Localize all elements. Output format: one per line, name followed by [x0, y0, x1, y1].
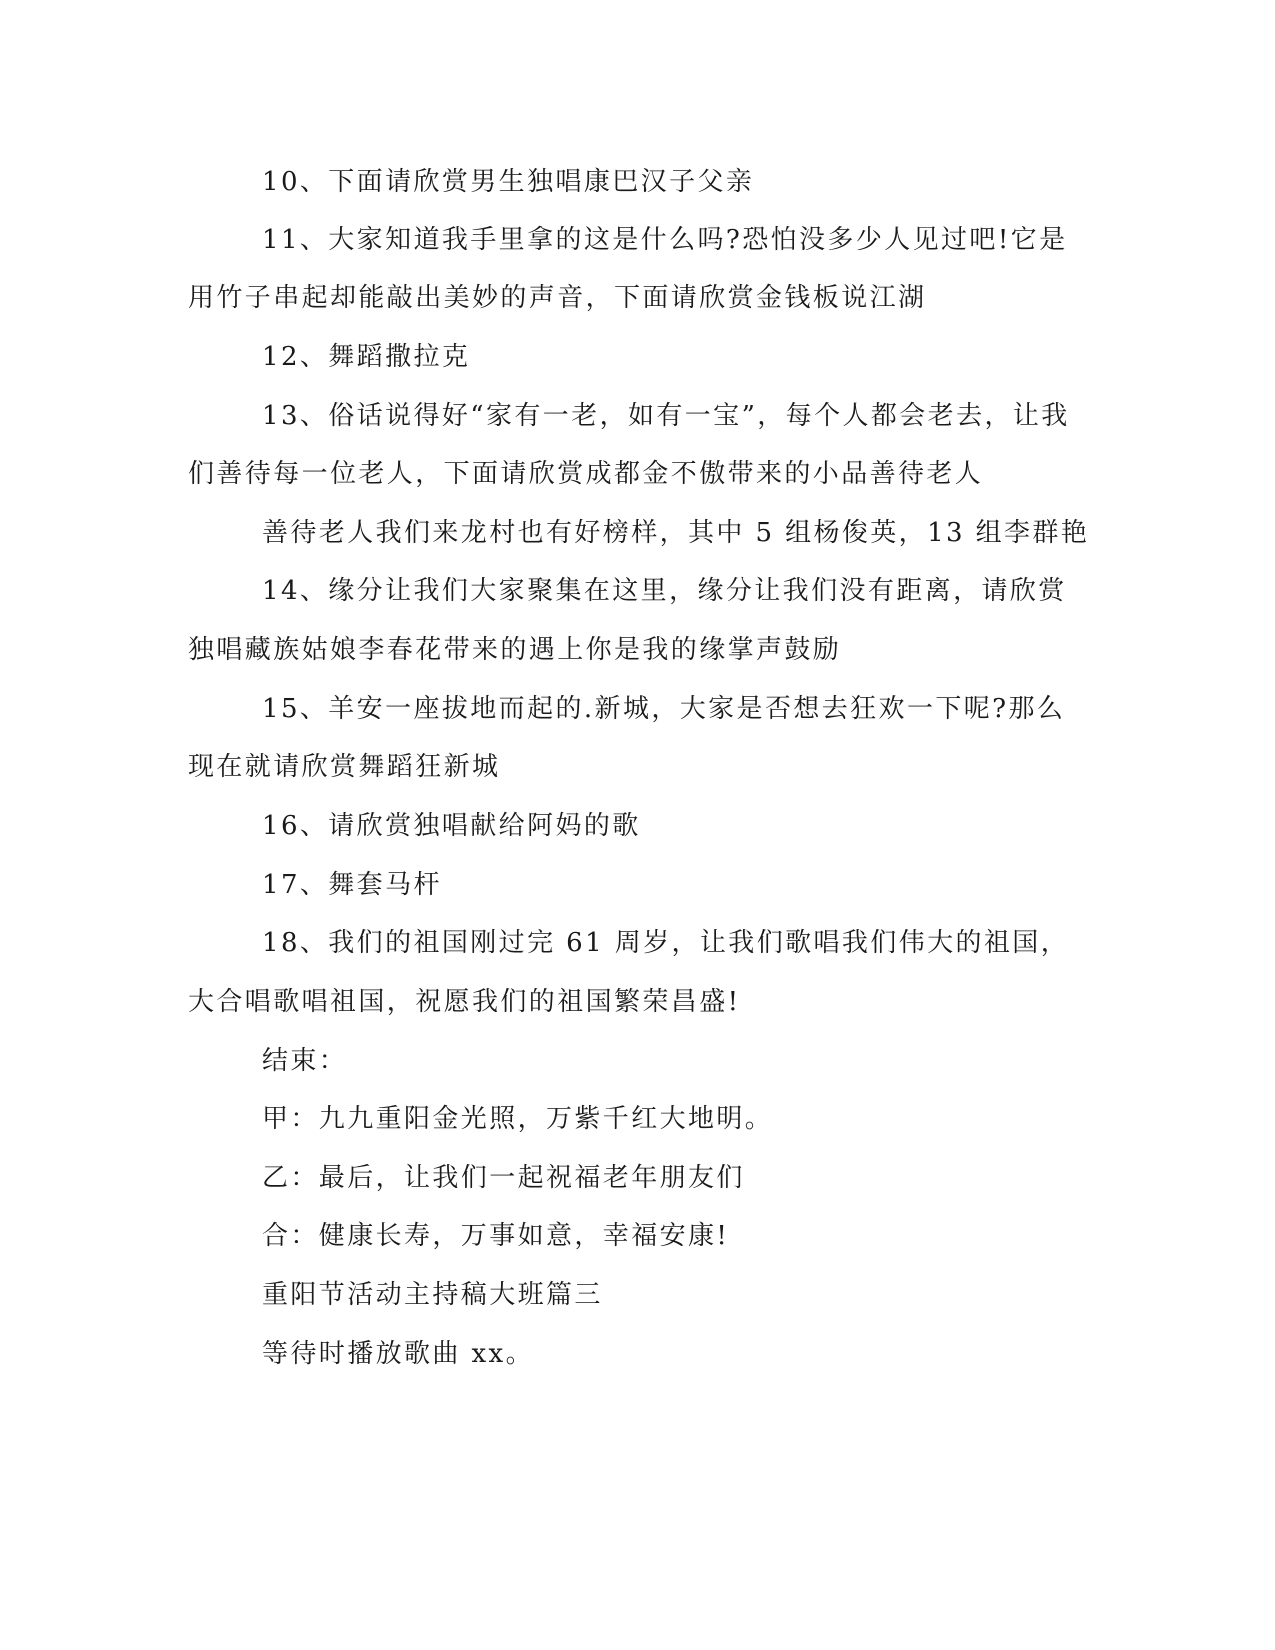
paragraph-item-12: 12、舞蹈撒拉克	[262, 342, 471, 372]
paragraph-item-13-line1: 13、俗话说得好“家有一老，如有一宝”，每个人都会老去，让我	[262, 401, 1070, 431]
paragraph-item-15-line1: 15、羊安一座拔地而起的.新城，大家是否想去狂欢一下呢?那么	[262, 694, 1066, 724]
closing-line-he: 合：健康长寿，万事如意，幸福安康!	[262, 1221, 730, 1251]
paragraph-item-17: 17、舞套马杆	[262, 870, 442, 900]
paragraph-role-models: 善待老人我们来龙村也有好榜样，其中 5 组杨俊英，13 组李群艳	[262, 518, 1090, 548]
paragraph-item-11-line1: 11、大家知道我手里拿的这是什么吗?恐怕没多少人见过吧!它是	[262, 225, 1068, 255]
closing-line-yi: 乙：最后，让我们一起祝福老年朋友们	[262, 1163, 745, 1193]
paragraph-item-16: 16、请欣赏独唱献给阿妈的歌	[262, 811, 641, 841]
section-title: 重阳节活动主持稿大班篇三	[262, 1280, 603, 1310]
paragraph-item-18-line2: 大合唱歌唱祖国，祝愿我们的祖国繁荣昌盛!	[188, 987, 741, 1017]
closing-line-jia: 甲：九九重阳金光照，万紫千红大地明。	[262, 1104, 774, 1134]
paragraph-item-14-line1: 14、缘分让我们大家聚集在这里，缘分让我们没有距离，请欣赏	[262, 576, 1067, 606]
paragraph-item-10: 10、下面请欣赏男生独唱康巴汉子父亲	[262, 167, 755, 197]
paragraph-item-14-line2: 独唱藏族姑娘李春花带来的遇上你是我的缘掌声鼓励	[188, 635, 842, 665]
closing-heading: 结束：	[262, 1046, 348, 1076]
paragraph-item-18-line1: 18、我们的祖国刚过完 61 周岁，让我们歌唱我们伟大的祖国，	[262, 928, 1070, 958]
paragraph-waiting-music: 等待时播放歌曲 xx。	[262, 1339, 534, 1369]
paragraph-item-15-line2: 现在就请欣赏舞蹈狂新城	[188, 752, 501, 782]
paragraph-item-11-line2: 用竹子串起却能敲出美妙的声音，下面请欣赏金钱板说江湖	[188, 283, 927, 313]
paragraph-item-13-line2: 们善待每一位老人，下面请欣赏成都金不傲带来的小品善待老人	[188, 459, 984, 489]
